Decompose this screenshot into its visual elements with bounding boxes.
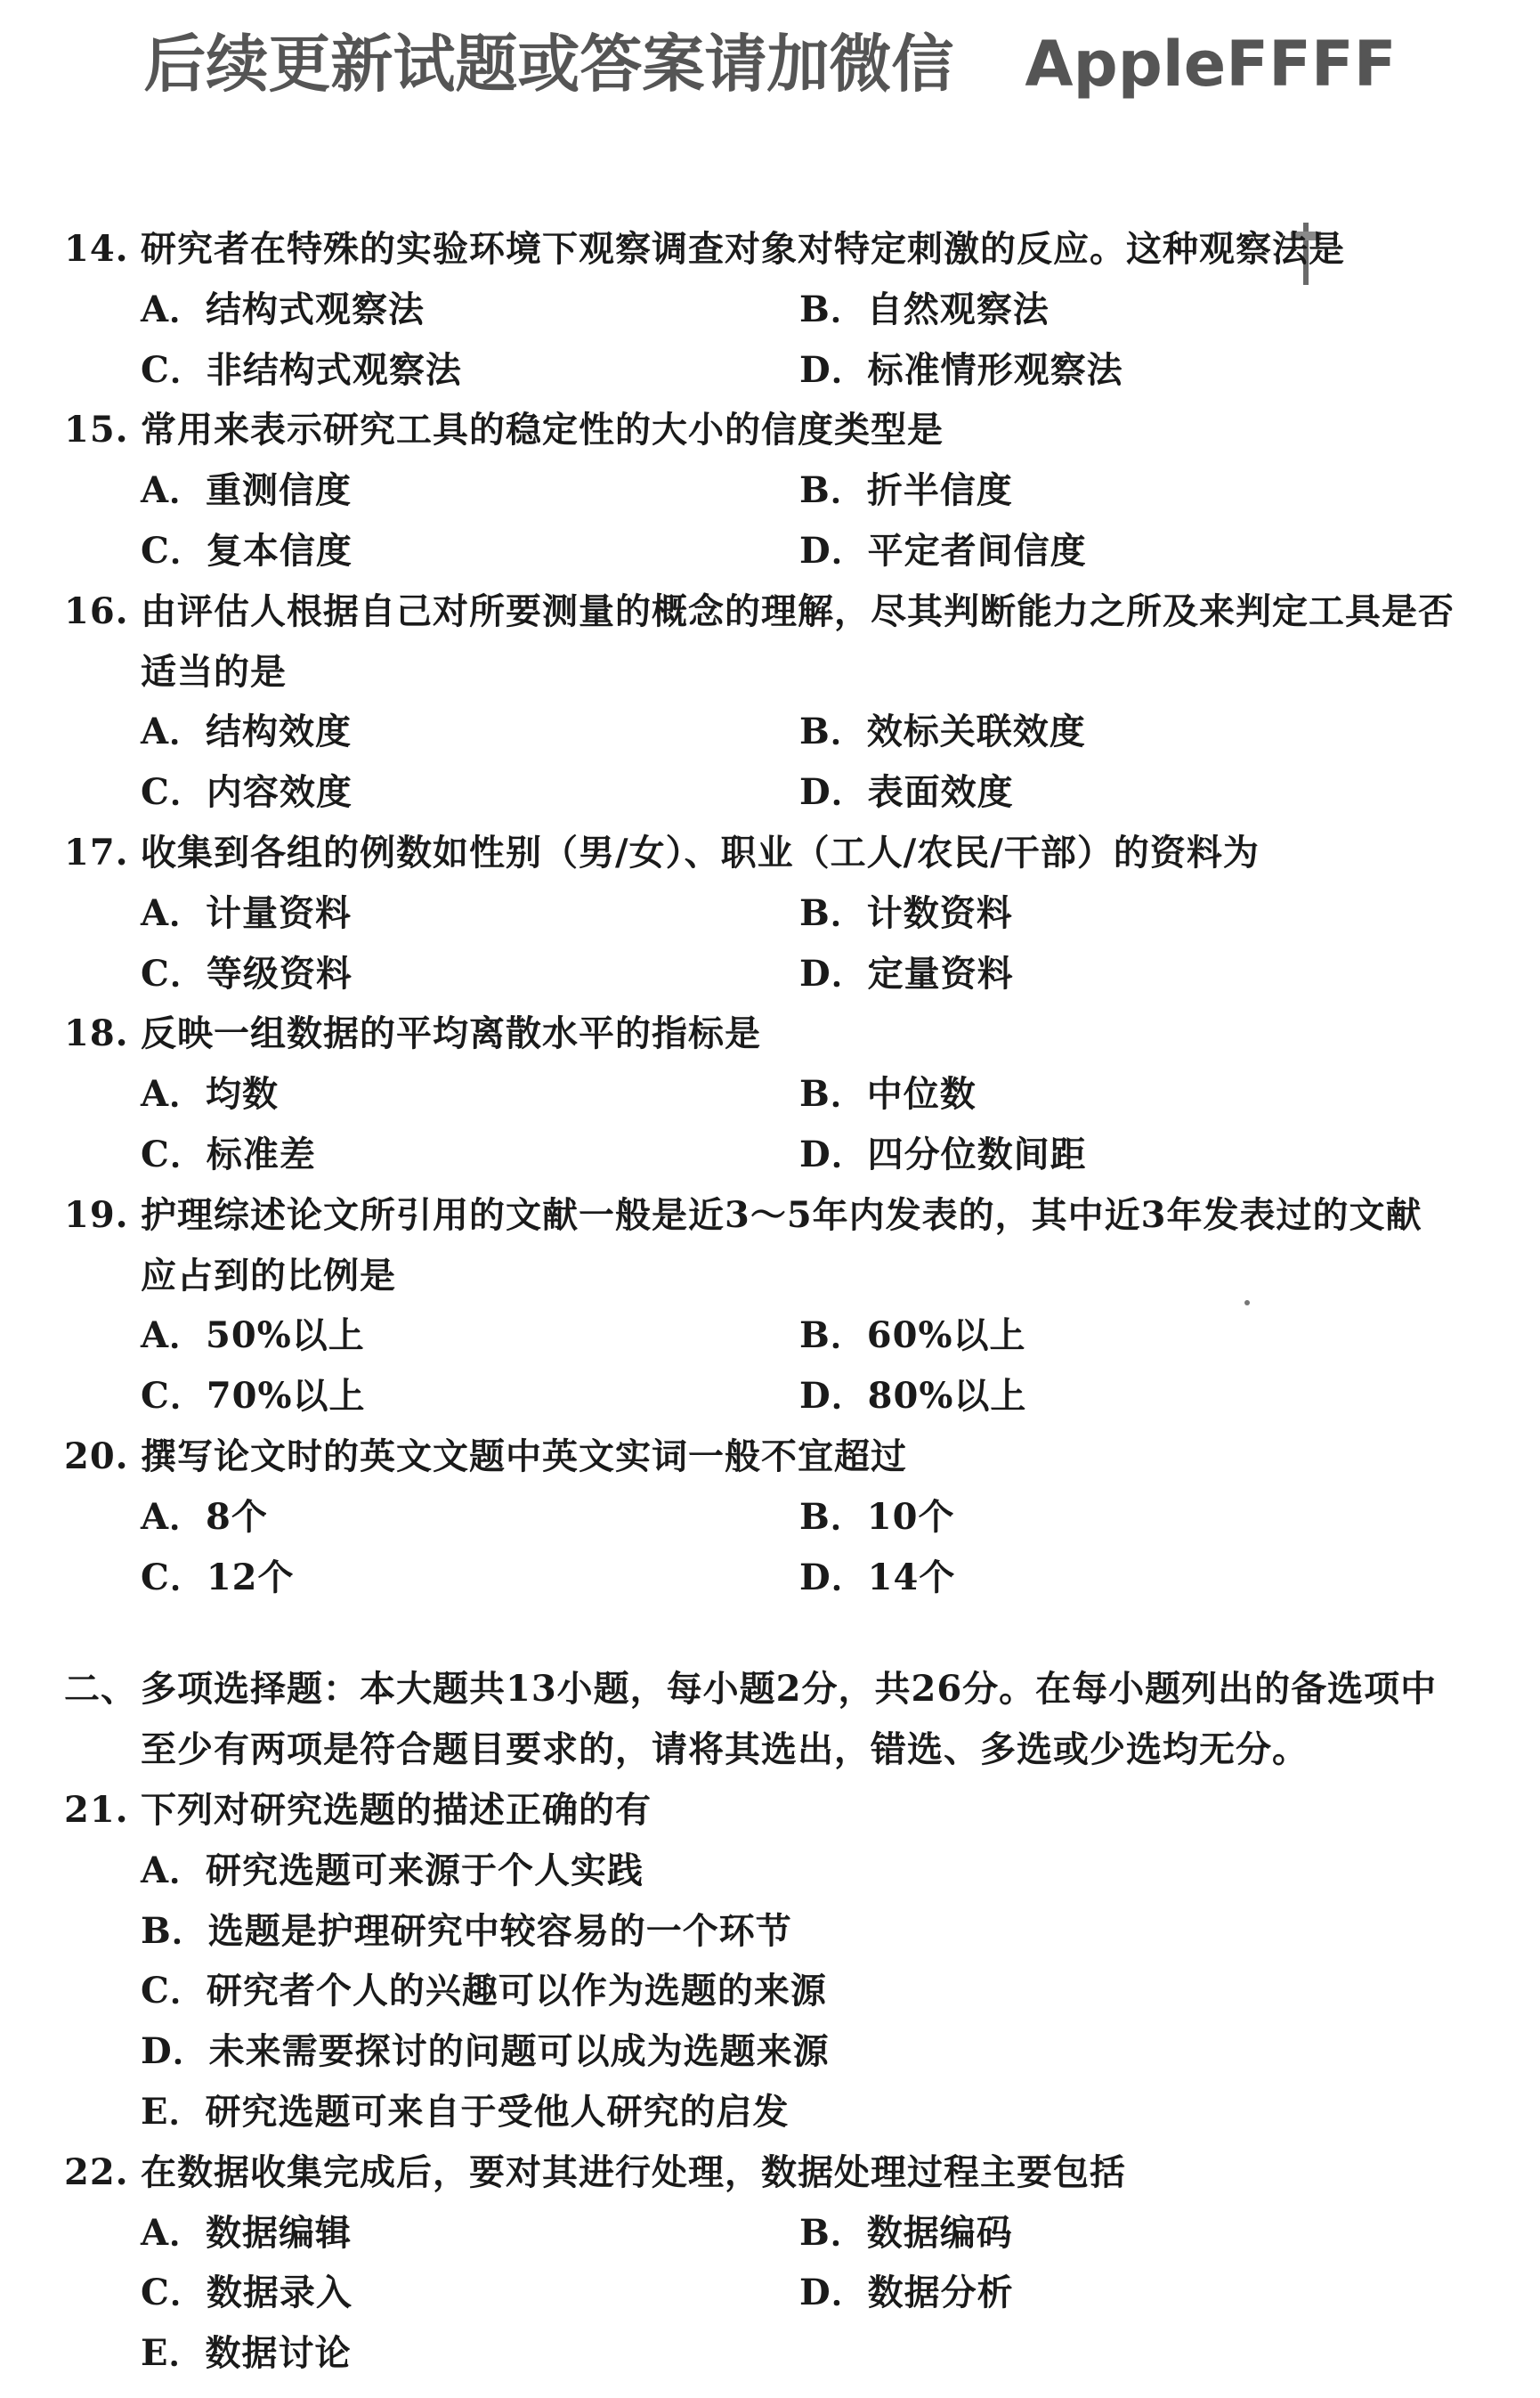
option: B．中位数: [799, 1073, 977, 1116]
question-14-stem: 14. 研究者在特殊的实验环境下观察调查对象对特定刺激的反应。这种观察法是: [64, 228, 1345, 270]
option: B．折半信度: [799, 469, 1013, 512]
option: D．表面效度: [799, 771, 1014, 814]
question-14-options-row: [64, 280, 1488, 340]
option: C．复本信度: [141, 529, 353, 572]
option: E．数据讨论: [141, 2332, 352, 2375]
question-18-stem: 18. 反映一组数据的平均离散水平的指标是: [64, 1012, 761, 1055]
option: A．结构效度: [141, 711, 353, 753]
question-22-options-row: [64, 2263, 1488, 2323]
question-14-options-row: [64, 340, 1488, 401]
option: C．标准差: [141, 1133, 316, 1175]
section-gap: [64, 1607, 1488, 1659]
option: C．非结构式观察法: [141, 348, 462, 391]
question-20-stem: 20. 撰写论文时的英文文题中英文实词一般不宜超过: [64, 1435, 907, 1477]
option: A．研究选题可来源于个人实践: [141, 1849, 644, 1891]
option: D．定量资料: [799, 952, 1014, 995]
option: E．研究选题可来自于受他人研究的启发: [141, 2090, 790, 2133]
option: B．60%以上: [799, 1314, 1026, 1357]
option: D．标准情形观察法: [799, 348, 1123, 391]
option: D．数据分析: [799, 2272, 1014, 2314]
question-15-options-row: [64, 521, 1488, 581]
question-15-options-row: [64, 460, 1488, 521]
option: C．12个: [141, 1556, 295, 1598]
exam-content: [64, 219, 1488, 2384]
question-16-stem: 16. 由评估人根据自己对所要测量的概念的理解，尽其判断能力之所及来判定工具是否: [64, 589, 1455, 632]
question-17-options-row: [64, 883, 1488, 944]
option: B．10个: [799, 1495, 955, 1538]
question-19-stem: 19. 护理综述论文所引用的文献一般是近3～5年内发表的，其中近3年发表过的文献: [64, 1193, 1422, 1236]
option: D．14个: [799, 1556, 956, 1598]
option: A．均数: [141, 1073, 280, 1116]
option: C．研究者个人的兴趣可以作为选题的来源: [141, 1970, 827, 2012]
option: D．平定者间信度: [799, 529, 1087, 572]
banner-text: 后续更新试题或答案请加微信: [143, 28, 954, 101]
option: C．等级资料: [141, 952, 353, 995]
question-15-stem: 15. 常用来表示研究工具的稳定性的大小的信度类型是: [64, 409, 944, 451]
question-16-options-row: [64, 702, 1488, 762]
option: A．数据编辑: [141, 2211, 353, 2254]
question-20-options-row: [64, 1548, 1488, 1608]
question-22-options-row: [64, 2203, 1488, 2264]
question-20-options-row: [64, 1487, 1488, 1548]
option: B．效标关联效度: [799, 711, 1086, 753]
question-19-options-row: [64, 1305, 1488, 1366]
promo-banner: [0, 11, 1540, 118]
question-19-options-row: [64, 1366, 1488, 1427]
option: A．重测信度: [141, 469, 353, 512]
option: B．数据编码: [799, 2211, 1013, 2254]
question-18-options-row: [64, 1125, 1488, 1185]
option: D．80%以上: [799, 1375, 1027, 1418]
option: B．计数资料: [799, 891, 1013, 934]
question-19-stem-cont: 应占到的比例是: [141, 1254, 396, 1297]
question-16-stem-cont: 适当的是: [141, 650, 287, 693]
question-21-stem: 21. 下列对研究选题的描述正确的有: [64, 1788, 652, 1831]
option: C．70%以上: [141, 1375, 366, 1418]
option: A．计量资料: [141, 891, 353, 934]
option: D．未来需要探讨的问题可以成为选题来源: [141, 2030, 830, 2073]
option: C．数据录入: [141, 2272, 353, 2314]
option: D．四分位数间距: [799, 1133, 1087, 1175]
question-18-options-row: [64, 1064, 1488, 1125]
section-2-heading-cont: 至少有两项是符合题目要求的，请将其选出，错选、多选或少选均无分。: [141, 1728, 1309, 1771]
option: B．自然观察法: [799, 288, 1050, 330]
question-17-stem: 17. 收集到各组的例数如性别（男/女）、职业（工人/农民/干部）的资料为: [64, 831, 1260, 874]
option: A．8个: [141, 1495, 268, 1538]
banner-account: AppleFFFF: [1025, 28, 1397, 101]
question-16-options-row: [64, 762, 1488, 823]
section-2-heading: 二、 多项选择题：本大题共13小题，每小题2分，共26分。在每小题列出的备选项中: [64, 1668, 1438, 1711]
option: B．选题是护理研究中较容易的一个环节: [141, 1909, 792, 1952]
option: C．内容效度: [141, 771, 353, 814]
question-22-stem: 22. 在数据收集完成后，要对其进行处理，数据处理过程主要包括: [64, 2150, 1126, 2193]
option: A．50%以上: [141, 1314, 365, 1357]
question-17-options-row: [64, 944, 1488, 1004]
option: A．结构式观察法: [141, 288, 426, 330]
